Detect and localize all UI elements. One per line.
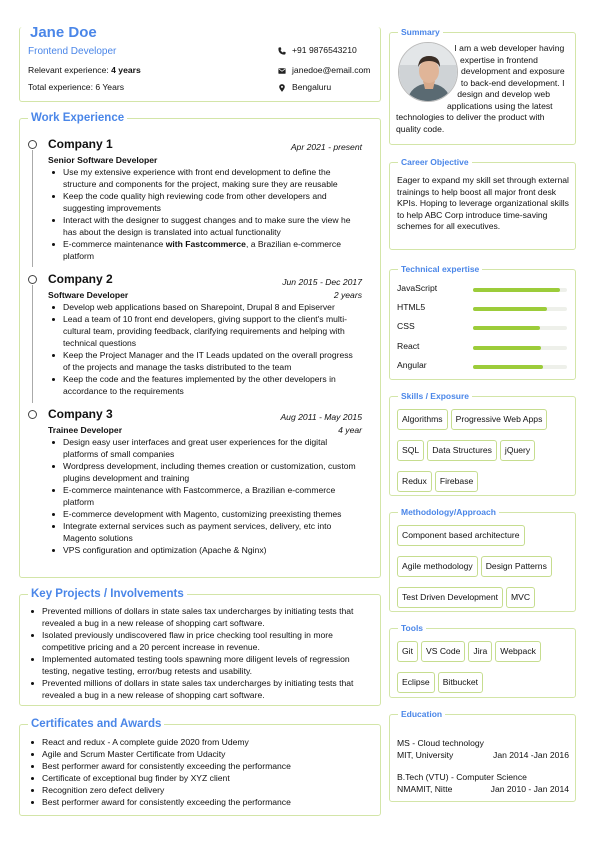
projects-list — [28, 605, 372, 701]
work-experience-section — [19, 112, 381, 578]
education-entry — [397, 737, 569, 761]
phone-icon — [278, 47, 286, 55]
relevant-experience-value: 4 years — [111, 65, 141, 75]
certificate-item: Certificate of exceptional bug finder by XYZ client — [28, 772, 372, 784]
skill-row — [397, 321, 567, 335]
timeline-line — [32, 150, 33, 267]
skill-name: JavaScript — [397, 283, 438, 293]
skill-bar-track — [473, 288, 567, 292]
skill-name: CSS — [397, 321, 415, 331]
job-bullet: Design easy user interfaces and great user experiences for the digital platforms of small companies — [48, 436, 360, 460]
career-objective-heading: Career Objective — [398, 158, 472, 167]
job-bullet: Wordpress development, including themes creation or customization, custom plugins development and training — [48, 460, 360, 484]
job-bullet: VPS configuration and optimization (Apache & Nginx) — [48, 544, 360, 556]
skill-bar-track — [473, 307, 567, 311]
email-icon — [278, 67, 286, 75]
summary-heading: Summary — [398, 28, 443, 37]
tool-tag: Webpack — [495, 641, 541, 662]
job-bullets — [48, 436, 360, 556]
methodology-heading: Methodology/Approach — [398, 508, 499, 517]
skill-name: React — [397, 341, 420, 351]
skill-bar-fill — [473, 288, 560, 292]
job-bullet: Develop web applications based on Sharepoint, Drupal 8 and Episerver — [48, 301, 360, 313]
technical-expertise-heading: Technical expertise — [398, 265, 482, 274]
skill-row — [397, 341, 567, 355]
tool-tag: Bitbucket — [438, 672, 483, 693]
job-bullets — [48, 166, 360, 262]
methodology-tag: MVC — [506, 587, 535, 608]
company-name: Company 1 — [48, 137, 113, 151]
skills-tags — [397, 409, 571, 502]
projects-heading: Key Projects / Involvements — [28, 589, 187, 601]
bullet-text: , a Brazilian e-commerce platform — [63, 239, 341, 261]
job-bullet: Keep the Project Manager and the IT Leads updated on the overall progress of the projects and manage the tasks distributed to the team — [48, 349, 360, 373]
tools-section — [389, 623, 576, 698]
skill-tag: Progressive Web Apps — [451, 409, 548, 430]
education-heading: Education — [398, 710, 445, 719]
skill-row — [397, 360, 567, 374]
certificates-section — [19, 718, 381, 816]
tool-tag: Eclipse — [397, 672, 435, 693]
education-school-row — [397, 783, 569, 795]
company-name: Company 2 — [48, 272, 113, 286]
methodology-section — [389, 507, 576, 612]
methodology-tag: Component based architecture — [397, 525, 525, 546]
job-title: Senior Software Developer — [48, 155, 158, 165]
project-item: Prevented millions of dollars in state sales tax undercharges by initiating tests that revealed a bug in a new release of shopping cart software. — [28, 677, 372, 701]
education-entry — [397, 771, 569, 795]
skill-tag: Firebase — [435, 471, 478, 492]
job-bullet: E-commerce maintenance with Fastcommerce, a Brazilian e-commerce platform — [48, 484, 360, 508]
project-item: Isolated previously undiscovered flaw in price checking tool resulting in more competitive pricing and a 20 percent increase in revenue. — [28, 629, 372, 653]
job-bullet: Keep the code quality high reviewing code from other developers and suggesting improvements — [48, 190, 360, 214]
job-title: Trainee Developer — [48, 425, 123, 435]
skill-bar-fill — [473, 365, 543, 369]
tools-tags — [397, 641, 571, 703]
tool-tag: Jira — [468, 641, 492, 662]
skill-tag: jQuery — [500, 440, 535, 461]
job-dates: Jun 2015 - Dec 2017 — [282, 277, 362, 287]
summary-text: I am a web developer having expertise in frontend development and exposure to back-end development. I design and develop web applications using the latest technologies to deliver the product with quality code. — [396, 43, 565, 134]
skill-tag: Redux — [397, 471, 432, 492]
relevant-experience — [28, 65, 141, 77]
education-degree: B.Tech (VTU) - Computer Science — [397, 772, 527, 782]
certificate-item: Best performer award for consistently exceeding the performance — [28, 760, 372, 772]
location-row — [278, 82, 331, 94]
email-row — [278, 65, 370, 77]
email-text[interactable]: janedoe@email.com — [292, 65, 371, 75]
skill-bar-track — [473, 326, 567, 330]
timeline-dot — [28, 275, 37, 284]
methodology-tag: Test Driven Development — [397, 587, 503, 608]
timeline-dot — [28, 140, 37, 149]
relevant-experience-label: Relevant experience: — [28, 65, 109, 75]
job-bullet: Use my extensive experience with front end development to define the structure and components for the project, making sure they are reusable — [48, 166, 360, 190]
education-school: MIT, University — [397, 750, 454, 760]
job-bullet: Interact with the designer to suggest changes and to make sure the view he has about the design is translated into actual functionality — [48, 214, 360, 238]
skill-bar-track — [473, 365, 567, 369]
bullet-text: E-commerce maintenance — [63, 239, 166, 249]
education-dates: Jan 2014 -Jan 2016 — [493, 750, 569, 760]
timeline-dot — [28, 410, 37, 419]
job-bullet: E-commerce development with Magento, customizing preexisting themes — [48, 508, 360, 520]
skill-name: Angular — [397, 360, 427, 370]
summary-text-block — [396, 43, 569, 135]
job-bullets — [48, 301, 360, 397]
certificates-list — [28, 736, 372, 808]
job-duration: 4 year — [338, 425, 362, 435]
skill-tag: Data Structures — [427, 440, 497, 461]
skill-bar-fill — [473, 346, 541, 350]
project-item: Prevented millions of dollars in state sales tax undercharges by initiating tests that revealed a bug in a new release of shopping cart software. — [28, 605, 372, 629]
job-duration: 2 years — [333, 290, 362, 300]
skill-row — [397, 283, 567, 297]
career-objective-text: Eager to expand my skill set through external trainings to help boost all major front desk KPIs. Hoping to leverage organizational skills to help ABC Corp introduce time-saving schemes for all executives. — [397, 175, 569, 231]
education-dates: Jan 2010 - Jan 2014 — [490, 784, 569, 794]
methodology-tags — [397, 525, 571, 618]
education-section — [389, 709, 576, 802]
skill-bar-fill — [473, 326, 540, 330]
job-bullet: Keep the code and the features implemented by the other developers in accordance to the requirements — [48, 373, 360, 397]
methodology-tag: Agile methodology — [397, 556, 478, 577]
skills-heading: Skills / Exposure — [398, 392, 472, 401]
candidate-name: Jane Doe — [30, 24, 97, 41]
skill-bar-fill — [473, 307, 547, 311]
timeline-line — [32, 285, 33, 403]
skill-tag: Algorithms — [397, 409, 448, 430]
candidate-role: Frontend Developer — [28, 46, 117, 57]
phone-text: +91 9876543210 — [292, 45, 357, 55]
skill-tag: SQL — [397, 440, 424, 461]
skill-bar-track — [473, 346, 567, 350]
skill-name: HTML5 — [397, 302, 426, 312]
certificate-item: Agile and Scrum Master Certificate from Udacity — [28, 748, 372, 760]
technical-expertise-section — [389, 264, 576, 380]
company-name: Company 3 — [48, 407, 113, 421]
projects-section — [19, 588, 381, 706]
certificate-item: Best performer award for consistently exceeding the performance — [28, 796, 372, 808]
header-section — [19, 24, 381, 102]
certificate-item: Recognition zero defect delivery — [28, 784, 372, 796]
tool-tag: Git — [397, 641, 418, 662]
skills-section — [389, 391, 576, 496]
skill-row — [397, 302, 567, 316]
job-dates: Apr 2021 - present — [290, 142, 362, 152]
job-bullet: Integrate external services such as payment services, delivery, etc into Magento solutions — [48, 520, 360, 544]
tools-heading: Tools — [398, 624, 426, 633]
photo-spacer — [396, 43, 462, 105]
work-experience-heading: Work Experience — [28, 113, 127, 125]
job-bullet — [48, 238, 360, 262]
job-dates: Aug 2011 - May 2015 — [280, 412, 362, 422]
certificates-heading: Certificates and Awards — [28, 719, 164, 731]
location-pin-icon — [278, 84, 286, 92]
job-title: Software Developer — [48, 290, 129, 300]
summary-section — [389, 27, 576, 145]
education-degree: MS - Cloud technology — [397, 738, 484, 748]
education-school: NMAMIT, Nitte — [397, 784, 453, 794]
tool-tag: VS Code — [421, 641, 465, 662]
bullet-bold-text: with Fastcommerce — [165, 239, 246, 249]
certificate-item: React and redux - A complete guide 2020 from Udemy — [28, 736, 372, 748]
total-experience: Total experience: 6 Years — [28, 82, 125, 92]
project-item: Implemented automated testing tools spawning more diligent levels of regression testing, negative testing, error/bug retests and usability. — [28, 653, 372, 677]
job-bullet: Lead a team of 10 front end developers, giving support to the client's multi-cultural team, providing feedback, clarifying requirements and helping with technical questions — [48, 313, 360, 349]
location-text: Bengaluru — [292, 82, 332, 92]
education-school-row — [397, 749, 569, 761]
phone-row — [278, 45, 357, 57]
career-objective-section — [389, 157, 576, 250]
methodology-tag: Design Patterns — [481, 556, 552, 577]
